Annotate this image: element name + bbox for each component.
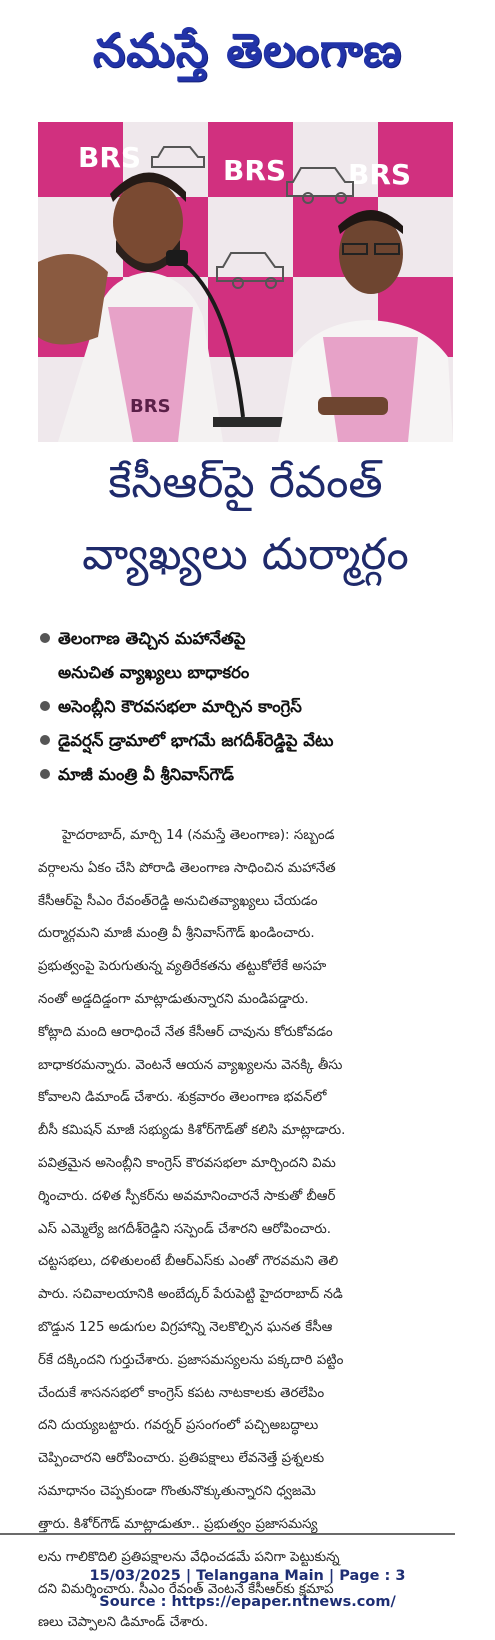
scarf-brs-text: BRS <box>130 396 171 417</box>
article-line: చెప్పించారని ఆరోపించారు. ప్రతిపక్షాలు లేవనెత్తే ప్రశ్నలకు <box>38 1451 325 1467</box>
bullet-dot-icon <box>40 701 50 711</box>
footer-divider <box>0 1533 455 1535</box>
article-line: హైదరాబాద్, మార్చి 14 (నమస్తే తెలంగాణ): సబ్బండ <box>62 828 335 843</box>
article-line: ఎస్ ఎమ్మెల్యే జగదీశ్‌రెడ్డిని సస్పెండ్ చేశారని ఆరోపించారు. <box>38 1221 332 1237</box>
article-line: ర్‌కే దక్కిందని గుర్తుచేశారు. ప్రజాసమస్యలను పక్కదారి పట్టిం <box>38 1352 344 1368</box>
key-point-line: డైవర్షన్ డ్రామాలో భాగమే జగదీశ్‌రెడ్డిపై వేటు <box>58 731 334 750</box>
bullet-dot-icon <box>40 633 50 643</box>
article-line: దని దుయ్యబట్టారు. గవర్నర్ ప్రసంగంలో పచ్చిఅబద్ధాలు <box>38 1418 319 1434</box>
article-line: కోవాలని డిమాండ్ చేశారు. శుక్రవారం తెలంగాణ భవన్‌లో <box>38 1090 327 1106</box>
bullet-dot-icon <box>40 735 50 745</box>
source-link[interactable]: Source : https://epaper.ntnews.com/ <box>99 1594 396 1610</box>
key-point <box>38 690 458 724</box>
masthead <box>0 0 495 112</box>
article-line: త్తారు. కిశోర్‌గౌడ్ మాట్లాడుతూ.. ప్రభుత్వం ప్రజాసమస్య <box>38 1516 318 1532</box>
article-line: ప్రభుత్వంపై పెరుగుతున్న వ్యతిరేకతను తట్టుకోలేకే అసహ <box>38 959 327 975</box>
article-line: పారు. సచివాలయానికి అంబేద్కర్ పేరుపెట్టి హైదరాబాద్ నడి <box>38 1287 343 1303</box>
key-point-line: అనుచిత వ్యాఖ్యలు బాధాకరం <box>58 663 250 682</box>
article-line: దని విమర్శించారు. సీఎం రేవంత్ వెంటనే కేసీఆర్‌కు క్షమాప <box>38 1582 334 1598</box>
article-line: కేసీఆర్‌పై సీఎం రేవంత్‌రెడ్డి అనుచితవ్యాఖ్యలు చేయడం <box>38 893 318 909</box>
article-line: లను గాలికొదిలి ప్రతిపక్షాలను వేధించడమే పనిగా పెట్టుకున్న <box>38 1549 340 1565</box>
key-point-line: అసెంబ్లీని కౌరవసభలా మార్చిన కాంగ్రెస్ <box>58 697 302 716</box>
key-point <box>38 622 458 690</box>
key-point <box>38 758 458 792</box>
key-point-line: తెలంగాణ తెచ్చిన మహానేతపై <box>58 629 246 648</box>
article-line: కోట్లాది మంది ఆరాధించే నేత కేసీఆర్ చావును కోరుకోవడం <box>38 1024 333 1040</box>
masthead-title: నమస్తే తెలంగాణ <box>92 23 403 77</box>
article-line: బాధాకరమన్నారు. వెంటనే ఆయన వ్యాఖ్యలను వెనక్కి తీసు <box>38 1057 343 1073</box>
article-line: పవిత్రమైన అసెంబ్లీని కాంగ్రెస్ కౌరవసభలా మార్చిందని విమ <box>38 1155 336 1171</box>
article-line: దుర్మార్గమని మాజీ మంత్రి వీ శ్రీనివాస్‌గౌడ్ ఖండించారు. <box>38 926 315 942</box>
key-point <box>38 724 458 758</box>
article-line: చట్టసభలు, దళితులంటే బీఆర్‌ఎస్‌కు ఎంతో గౌరవమని తెలి <box>38 1254 339 1270</box>
article-line: నంతో అడ్డదిడ్డంగా మాట్లాడుతున్నారని మండిపడ్డారు. <box>38 991 309 1007</box>
article-line: ణలు చెప్పాలని డిమాండ్ చేశారు. <box>38 1615 209 1631</box>
edition-info: 15/03/2025 | Telangana Main | Page : 3 <box>89 1568 406 1584</box>
headline-line-1: కేసీఆర్‌పై రేవంత్ <box>108 457 383 508</box>
key-point-line: మాజీ మంత్రి వీ శ్రీనివాస్‌గౌడ్ <box>58 765 234 784</box>
article-body <box>38 820 458 1640</box>
article-line: ర్శించారు. దళిత స్పీకర్‌ను అవమానించారనే సాకుతో బీఆర్ <box>38 1188 336 1204</box>
brs-logo-text-1: BRS <box>78 141 142 174</box>
brs-logo-text-2: BRS <box>223 154 287 187</box>
brs-logo-text-3: BRS <box>348 158 412 191</box>
article-line: బొడ్డున 125 అడుగుల విగ్రహాన్ని నెలకొల్పిన ఘనత కేసీఆ <box>38 1319 333 1335</box>
headline-line-2: వ్యాఖ్యలు దుర్మార్గం <box>82 529 409 580</box>
key-points-list <box>38 622 458 792</box>
article-line: చేందుకే శాసనసభలో కాంగ్రెస్ కపట నాటకాలకు తెరలేపిం <box>38 1385 325 1401</box>
article-line: వర్గాలను ఏకం చేసి పోరాడి తెలంగాణ సాధించిన మహానేత <box>38 860 336 876</box>
article-line: సమాధానం చెప్పకుండా గొంతునొక్కుతున్నారని ధ్వజమె <box>38 1483 316 1499</box>
news-photo <box>38 122 453 442</box>
bullet-dot-icon <box>40 769 50 779</box>
article-line: బీసీ కమిషన్ మాజీ సభ్యుడు కిశోర్‌గౌడ్‌తో కలిసి మాట్లాడారు. <box>38 1123 346 1139</box>
